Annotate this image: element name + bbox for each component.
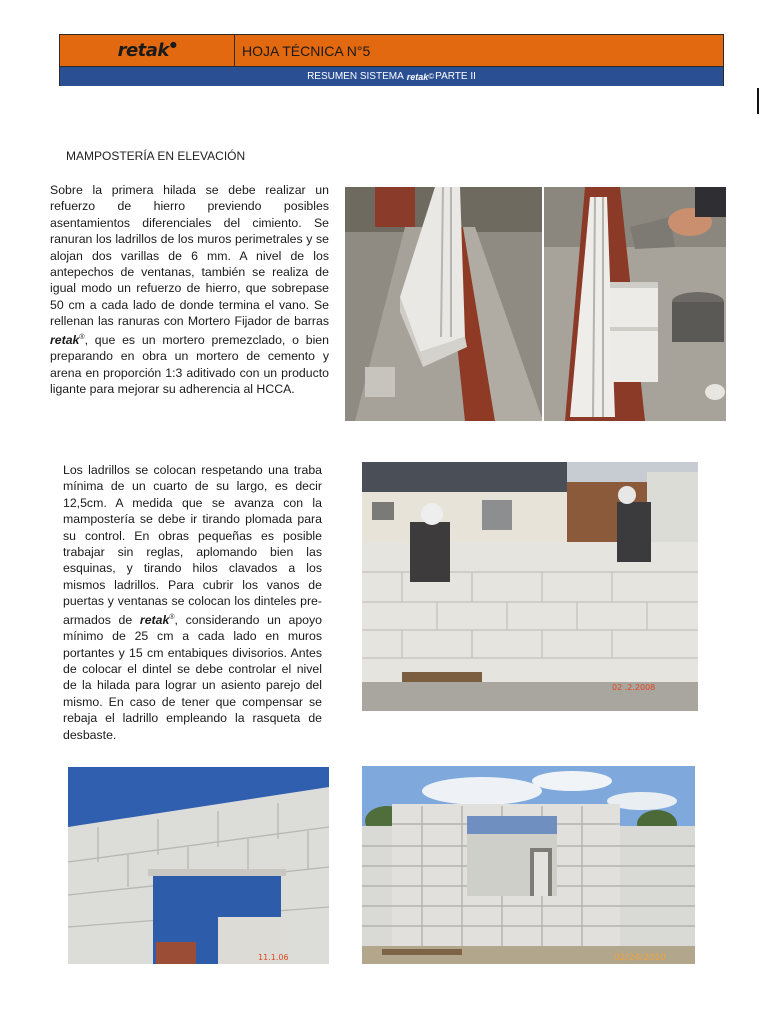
subtitle-suffix: PARTE II bbox=[435, 71, 476, 82]
sheet-title: HOJA TÉCNICA N°5 bbox=[242, 42, 371, 59]
photo-window-opening bbox=[68, 767, 329, 964]
paragraph2-text-a: Los ladrillos se colocan respetando una traba mínima de un cuarto de su largo, es decir 12,5cm. A medida que se avanza con la mampostería se debe ir tirando plomada para su control. En obras pequeñas es posible trabajar sin reglas, aplomando bien las esquinas, y tirando hilos clavados a los mismos ladrillos. Para cubrir los vanos de puertas y ventanas se colocan los dinteles pre-armados de bbox=[63, 463, 322, 627]
paragraph2-brand: retak bbox=[139, 612, 170, 627]
subtitle-brand: retak bbox=[406, 71, 429, 82]
photo2-date: 02 .2.2008 bbox=[612, 683, 656, 692]
paragraph1-text-b: , que es un mortero premezclado, o bien preparando en obra un mortero de cemento y arena en proporción 1:3 aditivado con un producto ligante para mejorar su adherencia al HCCA. bbox=[50, 332, 329, 396]
paragraph1-text-a: Sobre la primera hilada se debe realizar un refuerzo de hierro previendo posibles asentamientos diferenciales del cimiento. Se ranuran los ladrillos de los muros perimetrales y se alojan dos varillas de 6 mm. A nivel de los antepechos de ventanas, también se realiza de igual modo un refuerzo de hierro, que sobrepase 50 cm a cada lado de donde termina el vano. Se rellenan las ranuras con Mortero Fijador de barras bbox=[50, 183, 329, 329]
header-top-row bbox=[60, 35, 723, 66]
retak-logo: retak● bbox=[117, 40, 177, 61]
photo4-date: 02/24/2010 bbox=[614, 953, 666, 963]
subtitle-prefix: RESUMEN SISTEMA bbox=[307, 71, 404, 82]
header-subtitle bbox=[60, 66, 723, 86]
paragraph-laying-blocks bbox=[63, 462, 322, 743]
paragraph1-mark: ® bbox=[79, 333, 85, 341]
paragraph2-mark: ® bbox=[169, 613, 175, 621]
subtitle-mark: © bbox=[428, 72, 435, 81]
photo-workers-laying bbox=[362, 462, 698, 711]
paragraph2-text-b: , considerando un apoyo mínimo de 25 cm a cada lado en muros portantes y 15 cm entabiques divisorios. Antes de colocar el dintel se debe controlar el nivel de la hilada para lograr un asiento parejo del mismo. En caso de tener que compensar se rebaja el ladrillo empleando la rasqueta de desbaste. bbox=[63, 612, 323, 742]
paragraph1-brand: retak bbox=[50, 332, 80, 347]
logo-cell bbox=[60, 35, 235, 66]
page-edge-marker bbox=[757, 88, 759, 114]
header-bar bbox=[59, 34, 724, 86]
photo3-date: 11.1.06 bbox=[258, 953, 289, 962]
photo-slotted-blocks bbox=[345, 187, 726, 421]
paragraph-reinforcement bbox=[50, 182, 329, 397]
section-title: MAMPOSTERÍA EN ELEVACIÓN bbox=[66, 149, 246, 163]
photo-wall-with-window bbox=[362, 766, 695, 964]
